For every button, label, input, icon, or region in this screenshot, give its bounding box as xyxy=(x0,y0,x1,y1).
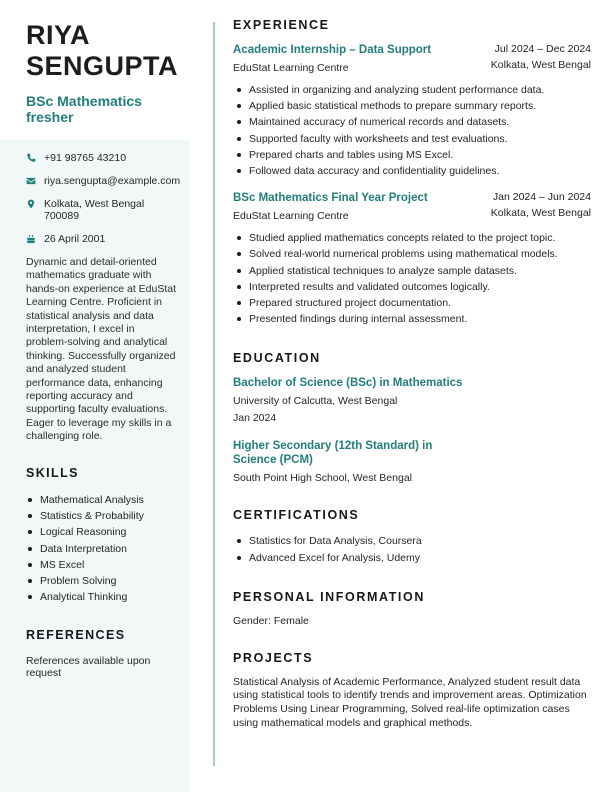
experience-item-right xyxy=(491,43,591,71)
education-school: University of Calcutta, West Bengal xyxy=(233,395,398,408)
contact-location-text: Kolkata, West Bengal 700089 xyxy=(44,198,145,222)
contact-birthday xyxy=(26,233,178,245)
certifications-list xyxy=(233,533,591,565)
experience-item xyxy=(233,191,591,327)
education-item xyxy=(233,376,591,424)
experience-location: Kolkata, West Bengal xyxy=(490,207,591,220)
skill-item: Logical Reasoning xyxy=(26,524,178,540)
profile-summary: Dynamic and detail-oriented mathematics graduate with hands-on experience at EduStat Learning Centre. Proficient in statistical analysis and data interpretation, I excel in problem-solving and analytical thinking. Successfully organized and analyzed student performance data, enhancing reporting accuracy and supporting faculty evaluations. Eager to leverage my skills in a challenging role. xyxy=(26,256,177,443)
education-section xyxy=(233,351,591,484)
sidebar-header xyxy=(0,0,213,126)
experience-bullet: Solved real-world numerical problems using mathematical models. xyxy=(233,246,591,262)
experience-bullets xyxy=(233,82,591,179)
skill-item: Data Interpretation xyxy=(26,541,178,557)
experience-bullet: Interpreted results and validated outcomes logically. xyxy=(233,279,591,295)
experience-item-header xyxy=(233,43,591,74)
skill-item: Problem Solving xyxy=(26,573,178,589)
personal-info-text: Gender: Female xyxy=(233,614,309,627)
experience-title: BSc Mathematics Final Year Project xyxy=(233,192,428,205)
projects-text: Statistical Analysis of Academic Performance, Analyzed student result data using statistical tools to identify trends and improvement areas. Optimization Problems Using Linear Programming, Solved real-life optimization cases using mathematical models and graphical methods. xyxy=(233,675,587,729)
education-degree: Higher Secondary (12th Standard) in Science (PCM) xyxy=(233,440,433,467)
experience-bullets xyxy=(233,230,591,327)
experience-item-left xyxy=(233,43,431,74)
certification-item: Statistics for Data Analysis, Coursera xyxy=(233,533,591,549)
experience-bullet: Applied statistical techniques to analyze sample datasets. xyxy=(233,263,591,279)
experience-heading: EXPERIENCE xyxy=(233,18,330,32)
location-icon xyxy=(26,199,36,209)
references-heading: REFERENCES xyxy=(26,627,126,642)
contact-phone xyxy=(26,152,178,164)
experience-section xyxy=(233,18,591,327)
experience-organization: EduStat Learning Centre xyxy=(233,210,349,223)
certifications-heading: CERTIFICATIONS xyxy=(233,508,360,523)
experience-location: Kolkata, West Bengal xyxy=(490,59,591,71)
projects-heading: PROJECTS xyxy=(233,650,314,665)
references-text: References available upon request xyxy=(26,654,151,679)
experience-bullet: Applied basic statistical methods to prepare summary reports. xyxy=(233,98,591,114)
candidate-headline: BSc Mathematics fresher xyxy=(26,92,142,126)
candidate-name: RIYA SENGUPTA xyxy=(26,20,179,82)
certifications-section xyxy=(233,508,591,565)
education-degree: Bachelor of Science (BSc) in Mathematics xyxy=(233,377,463,390)
education-school: South Point High School, West Bengal xyxy=(233,472,412,485)
experience-bullet: Maintained accuracy of numerical records and datasets. xyxy=(233,114,591,130)
skill-item: Statistics & Probability xyxy=(26,508,178,524)
experience-bullet: Followed data accuracy and confidentiality guidelines. xyxy=(233,163,591,179)
experience-bullet: Assisted in organizing and analyzing student performance data. xyxy=(233,82,591,98)
column-divider xyxy=(213,22,215,766)
main-column xyxy=(233,18,591,754)
skill-item: Analytical Thinking xyxy=(26,589,178,605)
email-icon xyxy=(26,176,36,186)
experience-item-right xyxy=(491,191,591,219)
education-heading: EDUCATION xyxy=(233,351,321,366)
education-item xyxy=(233,439,591,484)
skill-item: Mathematical Analysis xyxy=(26,492,178,508)
skills-list xyxy=(26,492,178,606)
contact-birthday-text: 26 April 2001 xyxy=(44,233,106,245)
certification-item: Advanced Excel for Analysis, Udemy xyxy=(233,550,591,566)
education-date: Jan 2024 xyxy=(233,412,277,425)
experience-organization: EduStat Learning Centre xyxy=(233,62,349,74)
experience-bullet: Presented findings during internal assessment. xyxy=(233,311,591,327)
experience-item-header xyxy=(233,191,591,222)
experience-bullet: Supported faculty with worksheets and test evaluations. xyxy=(233,131,591,147)
skill-item: MS Excel xyxy=(26,557,178,573)
sidebar-panel xyxy=(0,140,190,792)
sidebar xyxy=(0,0,213,792)
experience-item-left xyxy=(233,191,428,222)
experience-bullet: Prepared charts and tables using MS Excel. xyxy=(233,147,591,163)
experience-bullet: Prepared structured project documentation. xyxy=(233,295,591,311)
projects-section xyxy=(233,651,591,730)
phone-icon xyxy=(26,153,36,163)
personal-info-section xyxy=(233,590,591,627)
experience-item xyxy=(233,43,591,179)
contact-location xyxy=(26,198,178,222)
contact-phone-text: +91 98765 43210 xyxy=(44,152,127,164)
skills-heading: SKILLS xyxy=(26,465,79,480)
experience-bullet: Studied applied mathematics concepts related to the project topic. xyxy=(233,230,591,246)
experience-title: Academic Internship – Data Support xyxy=(233,44,432,56)
personal-info-heading: PERSONAL INFORMATION xyxy=(233,589,425,604)
birthday-icon xyxy=(26,234,36,244)
experience-dates: Jul 2024 – Dec 2024 xyxy=(494,43,591,55)
experience-dates: Jan 2024 – Jun 2024 xyxy=(492,191,591,204)
contact-email-text: riya.sengupta@example.com xyxy=(44,175,181,187)
contact-email xyxy=(26,175,181,187)
